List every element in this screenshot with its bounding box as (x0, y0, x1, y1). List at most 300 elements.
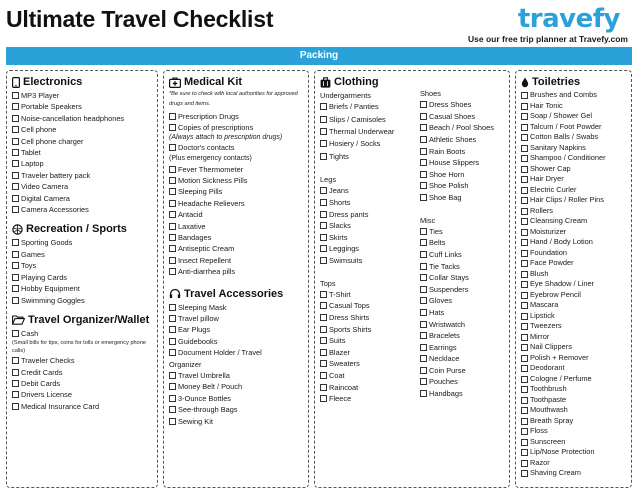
checklist-item[interactable] (169, 336, 304, 347)
checklist-item-label: Razor (530, 457, 550, 467)
checklist-item[interactable] (420, 353, 508, 365)
checklist-item-label: Swimsuits (329, 256, 363, 265)
checklist-item[interactable] (521, 279, 627, 290)
checkbox[interactable] (420, 124, 427, 131)
checklist-item[interactable] (12, 367, 153, 378)
checkbox[interactable] (521, 428, 528, 435)
checkbox[interactable] (521, 449, 528, 456)
checkbox[interactable] (521, 166, 528, 173)
checkbox[interactable] (169, 257, 176, 264)
checkbox[interactable] (420, 113, 427, 120)
checklist-item[interactable] (320, 126, 420, 138)
checklist-item[interactable] (320, 197, 420, 209)
checklist-item-label: Hand / Body Lotion (530, 237, 593, 246)
checklist-item[interactable] (521, 248, 627, 259)
checklist-item[interactable]: Doctor's contacts (169, 142, 304, 153)
checkbox[interactable] (521, 113, 528, 120)
checklist-item-label: Raincoat (329, 382, 359, 392)
checkbox[interactable] (169, 223, 176, 230)
column-medical (163, 70, 309, 488)
checkbox[interactable] (521, 323, 528, 330)
checkbox[interactable] (320, 234, 327, 241)
checklist-item[interactable] (320, 243, 420, 255)
checklist-item[interactable] (320, 232, 420, 244)
checklist-item[interactable] (320, 101, 420, 113)
checkbox[interactable] (12, 297, 19, 304)
checklist-item-label: Cell phone (21, 125, 57, 135)
checkbox[interactable] (12, 103, 19, 110)
checklist-item[interactable] (521, 363, 627, 374)
checkbox[interactable] (420, 263, 427, 270)
checkbox[interactable] (320, 153, 327, 160)
checklist-item[interactable] (169, 416, 304, 427)
checklist-item[interactable] (521, 122, 627, 133)
checkbox[interactable] (12, 357, 19, 364)
checkbox[interactable] (420, 297, 427, 304)
checklist-item[interactable] (320, 382, 420, 394)
checkbox[interactable] (420, 367, 427, 374)
checklist-item[interactable] (420, 376, 508, 388)
checklist-item[interactable] (12, 193, 153, 204)
checkbox[interactable] (12, 195, 19, 202)
checklist-item[interactable] (12, 113, 153, 124)
checklist-item[interactable] (320, 324, 420, 336)
checklist-item[interactable] (521, 90, 627, 101)
checklist-item[interactable] (521, 185, 627, 196)
checkbox[interactable] (12, 183, 19, 190)
checklist-item-label: Cotton Balls / Swabs (530, 132, 599, 141)
checklist-item-label: Sanitary Napkins (530, 142, 586, 152)
checklist-item-label: Mascara (530, 300, 559, 309)
checkbox[interactable] (521, 302, 528, 309)
checklist-item-label: Antacid (178, 210, 203, 220)
checkbox[interactable] (169, 383, 176, 390)
checkbox[interactable] (521, 271, 528, 278)
checklist-item[interactable] (420, 307, 508, 319)
checkbox[interactable] (521, 439, 528, 446)
checklist-item[interactable] (521, 405, 627, 416)
checkbox[interactable] (420, 182, 427, 189)
checklist-item[interactable] (420, 169, 508, 181)
checklist-item[interactable] (12, 389, 153, 400)
checkbox[interactable] (320, 302, 327, 309)
checkbox[interactable] (12, 285, 19, 292)
checkbox[interactable] (420, 136, 427, 143)
checkbox[interactable] (521, 281, 528, 288)
checkbox[interactable] (521, 218, 528, 225)
checkbox[interactable] (521, 124, 528, 131)
checklist-item[interactable] (12, 136, 153, 147)
checkbox[interactable] (521, 344, 528, 351)
checklist-item[interactable] (169, 347, 304, 358)
checklist-item[interactable] (12, 260, 153, 271)
checklist-item[interactable] (12, 147, 153, 158)
checklist-item[interactable] (521, 468, 627, 479)
checkbox[interactable] (12, 403, 19, 410)
checkbox[interactable] (521, 355, 528, 362)
checklist-item[interactable] (420, 342, 508, 354)
checkbox[interactable] (521, 376, 528, 383)
checklist-item[interactable] (169, 370, 304, 381)
checklist-item-label: Cell phone charger (21, 136, 84, 146)
checklist-item[interactable] (320, 255, 420, 267)
checkbox[interactable] (12, 251, 19, 258)
checkbox[interactable] (320, 314, 327, 321)
checklist-item[interactable] (521, 395, 627, 406)
checklist-item-label: Brushes and Combs (530, 90, 597, 99)
checkbox[interactable] (521, 208, 528, 215)
checklist-item[interactable] (169, 404, 304, 415)
checkbox[interactable] (320, 116, 327, 123)
checkbox[interactable] (169, 211, 176, 218)
checklist-item-label: Insect Repellent (178, 255, 231, 265)
checklist-item[interactable] (169, 266, 304, 277)
checkbox[interactable] (169, 234, 176, 241)
checklist-item[interactable] (521, 101, 627, 112)
checkbox[interactable] (320, 199, 327, 206)
checklist-item[interactable] (521, 258, 627, 269)
checklist-item[interactable] (521, 227, 627, 238)
checklist-item[interactable] (420, 319, 508, 331)
checklist-item[interactable] (169, 393, 304, 404)
checklist-item[interactable] (320, 358, 420, 370)
checkbox[interactable] (521, 92, 528, 99)
medkit-icon (169, 77, 181, 88)
checklist-item-label: Pouches (429, 377, 458, 387)
checklist-item-label: Sleeping Pills (178, 187, 223, 197)
checklist-item[interactable]: Copies of prescriptions (169, 122, 304, 133)
checkbox[interactable] (420, 148, 427, 155)
checkbox[interactable] (420, 159, 427, 166)
checkbox[interactable] (521, 470, 528, 477)
checklist-item-label: 3-Ounce Bottles (178, 393, 231, 403)
checklist-item[interactable] (521, 237, 627, 248)
checklist-item[interactable] (420, 192, 508, 204)
tops-list (320, 289, 420, 405)
checkbox[interactable] (169, 326, 176, 333)
checkbox[interactable] (12, 391, 19, 398)
checkbox[interactable] (420, 101, 427, 108)
checkbox[interactable] (320, 245, 327, 252)
checklist-item[interactable] (521, 206, 627, 217)
checkbox[interactable] (169, 349, 176, 356)
checkbox[interactable] (169, 113, 176, 120)
checklist-item[interactable] (320, 151, 420, 163)
checklist-item-label: Drivers License (21, 390, 72, 400)
checkbox[interactable] (521, 260, 528, 267)
checklist-item[interactable] (420, 146, 508, 158)
accessories-organizer-text: Organizer (169, 359, 202, 369)
checkbox[interactable] (521, 229, 528, 236)
checklist-item[interactable] (521, 216, 627, 227)
checkbox[interactable] (521, 103, 528, 110)
checkbox[interactable] (12, 369, 19, 376)
checklist-item[interactable]: Cash (12, 328, 153, 339)
checkbox[interactable] (420, 171, 427, 178)
checklist-item[interactable] (169, 381, 304, 392)
checkbox[interactable] (12, 330, 19, 337)
checklist-item[interactable] (521, 426, 627, 437)
checklist-item[interactable] (169, 198, 304, 209)
checkbox[interactable] (169, 177, 176, 184)
checklist-item-label: Tweezers (530, 321, 562, 330)
checkbox[interactable] (169, 338, 176, 345)
contacts-note: (Plus emergency contacts) (169, 154, 252, 162)
checkbox[interactable] (12, 206, 19, 213)
checklist-item[interactable] (521, 300, 627, 311)
checklist-item-label: Sewing Kit (178, 416, 213, 426)
misc-list (420, 226, 508, 400)
checklist-item[interactable] (521, 111, 627, 122)
checklist-item[interactable] (420, 249, 508, 261)
checkbox[interactable] (12, 149, 19, 156)
checkbox[interactable] (12, 160, 19, 167)
checklist-item[interactable] (521, 164, 627, 175)
checkbox[interactable] (521, 334, 528, 341)
checklist-item[interactable] (521, 195, 627, 206)
checklist-item[interactable] (320, 114, 420, 126)
checklist-item[interactable] (169, 243, 304, 254)
checklist-item[interactable] (169, 209, 304, 220)
checklist-item[interactable] (320, 347, 420, 359)
checkbox[interactable] (12, 138, 19, 145)
checklist-item[interactable] (12, 124, 153, 135)
checklist-item[interactable] (420, 180, 508, 192)
checklist-item[interactable] (521, 269, 627, 280)
checkbox[interactable] (521, 407, 528, 414)
checkbox[interactable] (420, 286, 427, 293)
checkbox[interactable] (420, 378, 427, 385)
checklist-item[interactable] (12, 283, 153, 294)
checklist-item[interactable] (521, 374, 627, 385)
checkbox[interactable] (521, 176, 528, 183)
checkbox[interactable] (169, 188, 176, 195)
checklist-item[interactable] (12, 401, 153, 412)
checklist-item-label: MP3 Player (21, 91, 60, 100)
checklist-item[interactable] (12, 101, 153, 112)
checkbox[interactable] (169, 418, 176, 425)
checklist-item-label: Gloves (429, 296, 453, 306)
checklist-item[interactable] (12, 295, 153, 306)
organizer-list (12, 355, 153, 412)
checkbox[interactable] (521, 187, 528, 194)
checklist-item[interactable] (12, 204, 153, 215)
checkbox[interactable] (521, 250, 528, 257)
checkbox[interactable] (320, 349, 327, 356)
checklist-item[interactable] (521, 153, 627, 164)
checklist-item-label: Travel pillow (178, 314, 219, 324)
checklist-item[interactable] (420, 330, 508, 342)
checkbox[interactable] (521, 460, 528, 467)
checklist-item[interactable] (420, 111, 508, 123)
checkbox[interactable] (521, 313, 528, 320)
checklist-item[interactable] (12, 272, 153, 283)
checkbox[interactable] (169, 200, 176, 207)
column-clothing (314, 70, 510, 488)
checkbox[interactable] (420, 274, 427, 281)
checkbox[interactable] (169, 166, 176, 173)
checkbox[interactable] (169, 406, 176, 413)
checklist-item[interactable] (169, 232, 304, 243)
checkbox[interactable] (420, 251, 427, 258)
checkbox[interactable] (12, 239, 19, 246)
checklist-item[interactable] (320, 185, 420, 197)
checklist-item[interactable] (420, 134, 508, 146)
travefy-logo[interactable] (518, 4, 620, 34)
checklist-item[interactable] (521, 290, 627, 301)
checklist-item[interactable] (420, 261, 508, 273)
checklist-item[interactable] (12, 158, 153, 169)
checklist-item[interactable] (521, 174, 627, 185)
checklist-item[interactable] (521, 321, 627, 332)
checkbox[interactable] (320, 326, 327, 333)
checkbox[interactable] (420, 332, 427, 339)
checklist-item[interactable] (420, 157, 508, 169)
checklist-item-label: Toys (21, 261, 37, 271)
checklist-item[interactable] (12, 237, 153, 248)
checkbox[interactable] (521, 418, 528, 425)
checkbox[interactable] (420, 355, 427, 362)
checklist-item-label: Cleansing Cream (530, 216, 588, 225)
column-electronics (6, 70, 158, 488)
checklist-item[interactable] (320, 220, 420, 232)
checkbox[interactable] (169, 372, 176, 379)
checkbox[interactable] (521, 292, 528, 299)
checkbox[interactable] (420, 239, 427, 246)
checkbox[interactable] (320, 222, 327, 229)
checkbox[interactable] (320, 257, 327, 264)
checklist-item[interactable] (169, 175, 304, 186)
checklist-item-label: Necklace (429, 354, 460, 364)
checkbox[interactable] (169, 304, 176, 311)
checklist-item[interactable] (521, 458, 627, 469)
checkbox[interactable] (169, 395, 176, 402)
checklist-item[interactable] (320, 138, 420, 150)
checklist-item[interactable] (320, 312, 420, 324)
checklist-item[interactable] (420, 226, 508, 238)
checklist-item[interactable] (12, 170, 153, 181)
checkbox[interactable] (420, 321, 427, 328)
checkbox[interactable] (169, 124, 176, 131)
checklist-item[interactable] (320, 393, 420, 405)
checklist-item-label: Briefs / Panties (329, 102, 379, 112)
checklist-item[interactable] (420, 99, 508, 111)
checklist-item[interactable] (521, 353, 627, 364)
checkbox[interactable] (521, 155, 528, 162)
checklist-item[interactable] (169, 313, 304, 324)
checkbox[interactable] (12, 92, 19, 99)
checklist-item[interactable] (521, 132, 627, 143)
checklist-item[interactable] (521, 143, 627, 154)
checkbox[interactable] (521, 365, 528, 372)
checkbox[interactable] (320, 372, 327, 379)
checkbox[interactable] (169, 144, 176, 151)
checklist-item[interactable] (521, 416, 627, 427)
checkbox[interactable] (320, 384, 327, 391)
checkbox[interactable] (320, 360, 327, 367)
checkbox[interactable] (12, 126, 19, 133)
tagline[interactable]: Use our free trip planner at Travefy.com (468, 34, 628, 44)
checklist-item[interactable] (420, 365, 508, 377)
checkbox[interactable] (169, 315, 176, 322)
checkbox[interactable] (169, 245, 176, 252)
checklist-item[interactable] (12, 181, 153, 192)
checkbox[interactable] (12, 262, 19, 269)
checklist-item[interactable] (12, 378, 153, 389)
checklist-item[interactable] (169, 164, 304, 175)
checkbox[interactable] (521, 134, 528, 141)
checklist-item[interactable] (420, 284, 508, 296)
checklist-item[interactable]: Prescription Drugs (169, 111, 304, 122)
checkbox[interactable] (521, 239, 528, 246)
checklist-item[interactable] (320, 300, 420, 312)
checklist-item[interactable] (420, 295, 508, 307)
checklist-item[interactable] (12, 249, 153, 260)
checklist-item[interactable] (521, 311, 627, 322)
checklist-item[interactable] (12, 355, 153, 366)
checklist-item[interactable] (521, 342, 627, 353)
checklist-item-label: Credit Cards (21, 367, 63, 377)
checkbox[interactable] (521, 197, 528, 204)
checklist-item[interactable] (169, 255, 304, 266)
checkbox[interactable] (320, 395, 327, 402)
checkbox[interactable] (12, 115, 19, 122)
checklist-item[interactable] (320, 289, 420, 301)
checklist-item[interactable] (521, 332, 627, 343)
checklist-item[interactable] (12, 90, 153, 101)
checklist-item[interactable] (320, 335, 420, 347)
checklist-item[interactable] (420, 122, 508, 134)
checkbox[interactable] (320, 103, 327, 110)
checkbox[interactable] (12, 172, 19, 179)
checkbox[interactable] (420, 309, 427, 316)
checkbox[interactable] (169, 268, 176, 275)
checklist-item[interactable] (169, 324, 304, 335)
checkbox[interactable] (320, 337, 327, 344)
checklist-item-label: Ear Plugs (178, 325, 211, 335)
checklist-item[interactable] (169, 221, 304, 232)
checklist-item[interactable] (521, 447, 627, 458)
checklist-item[interactable] (521, 437, 627, 448)
checklist-item[interactable] (420, 272, 508, 284)
checklist-item-label: Sporting Goods (21, 238, 73, 248)
checkbox[interactable] (12, 380, 19, 387)
checklist-item[interactable] (169, 302, 304, 313)
checkbox[interactable] (521, 397, 528, 404)
checkbox[interactable] (320, 128, 327, 135)
checklist-item[interactable] (420, 237, 508, 249)
checkbox[interactable] (12, 274, 19, 281)
checklist-item[interactable] (521, 384, 627, 395)
checklist-item[interactable] (320, 370, 420, 382)
checkbox[interactable] (320, 140, 327, 147)
checkbox[interactable] (521, 145, 528, 152)
checklist-item-label: Blazer (329, 347, 350, 357)
checkbox[interactable] (320, 291, 327, 298)
checklist-item[interactable] (169, 186, 304, 197)
checklist-item-label: Tights (329, 151, 349, 161)
checkbox[interactable] (420, 194, 427, 201)
checklist-item[interactable] (420, 388, 508, 400)
checkbox[interactable] (320, 187, 327, 194)
checkbox[interactable] (320, 211, 327, 218)
checkbox[interactable] (420, 390, 427, 397)
checkbox[interactable] (521, 386, 528, 393)
checklist-item-label: Cuff Links (429, 249, 462, 259)
checklist-item[interactable] (320, 209, 420, 221)
checkbox[interactable] (420, 344, 427, 351)
checkbox[interactable] (420, 228, 427, 235)
